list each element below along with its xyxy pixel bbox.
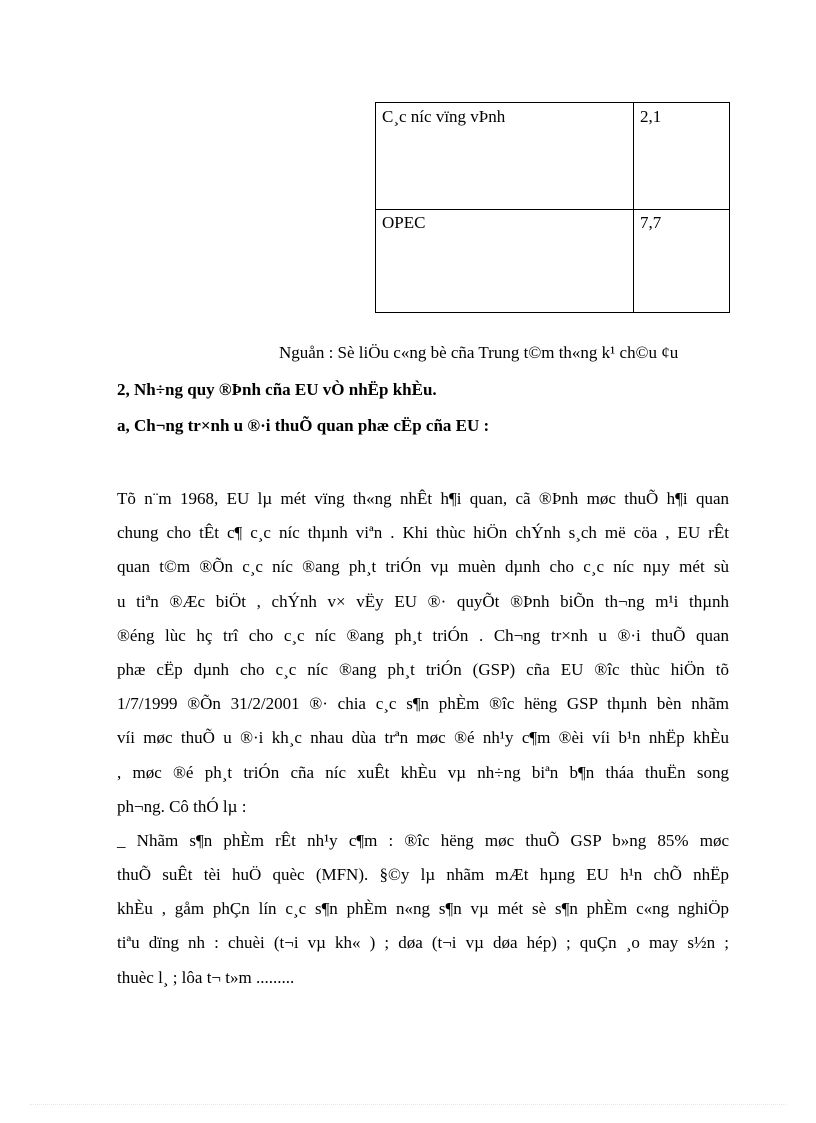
statistics-table <box>375 102 730 313</box>
paragraph-line: Tõ n¨m 1968, EU lµ mét vïng th«ng nhÊt h¶i quan, cã ®Þnh møc thuÕ h¶i quan <box>117 489 729 508</box>
source-note: Nguån : Sè liÖu c«ng bè cña Trung t©m th«ng k¹ ch©u ¢u <box>279 343 679 362</box>
paragraph-line: khÈu , gåm phÇn lín c¸c s¶n phÈm n«ng s¶n vµ mét sè s¶n phÈm c«ng nghiÖp <box>117 899 729 919</box>
table-row <box>376 103 730 210</box>
paragraph-line: tiªu dïng nh : chuèi (t¬i vµ kh« ) ; døa (t¬i vµ døa hép) ; quÇn ¸o may s½n ; <box>117 933 729 953</box>
table-cell-region: C¸c níc vïng vÞnh <box>376 103 634 210</box>
paragraph-line: víi møc thuÕ u ®·i kh¸c nhau dùa trªn møc ®é nh¹y c¶m ®èi víi b¹n nhËp khÈu <box>117 728 729 748</box>
paragraph-line: thuÕ suÊt tèi huÖ quèc (MFN). §©y lµ nhãm mÆt hµng EU h¹n chÕ nhËp <box>117 865 729 885</box>
body-paragraph <box>117 482 729 995</box>
paragraph-line: ®éng lùc hç trî cho c¸c níc ®ang ph¸t triÓn . Ch¬ng tr×nh u ®·i thuÕ quan <box>117 625 729 645</box>
section-heading: 2, Nh÷ng quy ®Þnh cña EU vÒ nhËp khÈu. <box>117 380 437 399</box>
paragraph-line: _ Nhãm s¶n phÈm rÊt nh¹y c¶m : ®îc hëng møc thuÕ GSP b»ng 85% møc <box>117 830 729 850</box>
paragraph-line: , møc ®é ph¸t triÓn cña níc xuÊt khÈu vµ nh÷ng biªn b¶n tháa thuËn song <box>117 762 729 782</box>
table-cell-region: OPEC <box>376 210 634 313</box>
paragraph-line: ph¬ng. Cô thÓ lµ : <box>117 796 247 816</box>
paragraph-line: u tiªn ®Æc biÖt , chÝnh v× vËy EU ®· quyÕt ®Þnh biÕn th¬ng m¹i thµnh <box>117 591 729 611</box>
table-cell-value: 7,7 <box>634 210 730 313</box>
table-cell-value: 2,1 <box>634 103 730 210</box>
paragraph-line: phæ cËp dµnh cho c¸c níc ®ang ph¸t triÓn (GSP) cña EU ®îc thùc hiÖn tõ <box>117 659 729 679</box>
page-bottom-rule <box>30 1104 786 1105</box>
paragraph-line: thuèc l¸ ; lôa t¬ t»m ......... <box>117 967 295 987</box>
table-row <box>376 210 730 313</box>
subsection-heading: a, Ch¬ng tr×nh u ®·i thuÕ quan phæ cËp cña EU : <box>117 416 490 435</box>
paragraph-line: chung cho tÊt c¶ c¸c níc thµnh viªn . Khi thùc hiÖn chÝnh s¸ch më cöa , EU rÊt <box>117 523 729 543</box>
paragraph-line: 1/7/1999 ®Õn 31/2/2001 ®· chia c¸c s¶n phÈm ®îc hëng GSP thµnh bèn nhãm <box>117 694 729 714</box>
paragraph-line: quan t©m ®Õn c¸c níc ®ang ph¸t triÓn vµ muèn dµnh cho c¸c níc nµy mét sù <box>117 557 729 577</box>
